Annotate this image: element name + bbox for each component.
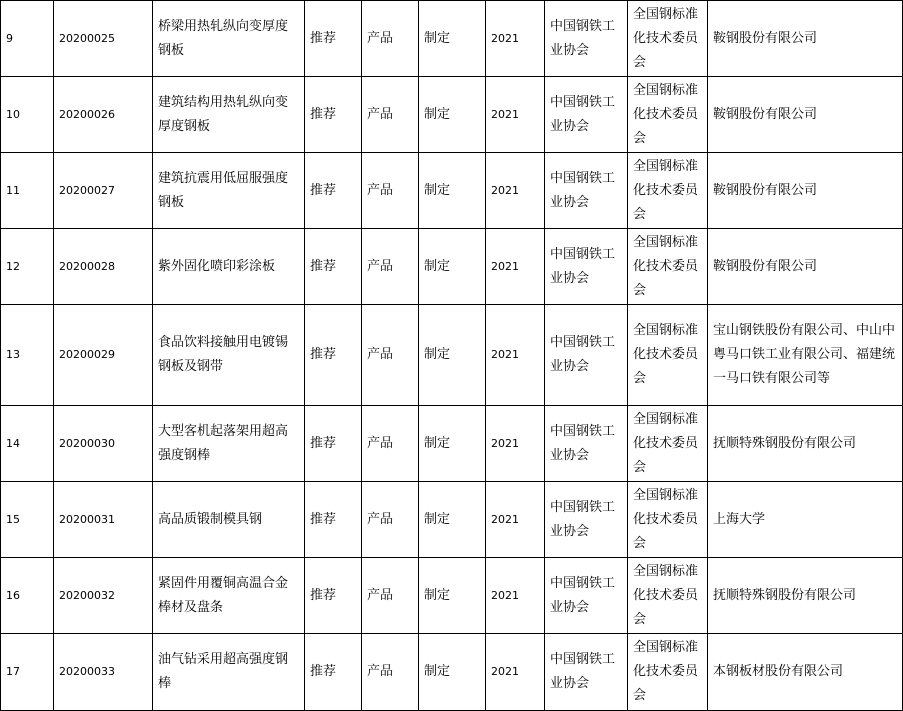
standard-nature: 推荐 — [305, 1, 362, 77]
table-row — [1, 153, 903, 229]
technical-committee: 全国钢标准化技术委员会 — [628, 482, 708, 558]
plan-code: 20200029 — [54, 305, 153, 406]
revision-type: 制定 — [419, 153, 486, 229]
drafting-units: 鞍钢股份有限公司 — [708, 229, 903, 305]
standard-nature: 推荐 — [305, 77, 362, 153]
standard-name: 建筑抗震用低屈服强度钢板 — [153, 153, 305, 229]
proposing-unit: 中国钢铁工业协会 — [545, 305, 628, 406]
row-number: 16 — [1, 558, 54, 634]
proposing-unit: 中国钢铁工业协会 — [545, 406, 628, 482]
standard-name: 大型客机起落架用超高强度钢棒 — [153, 406, 305, 482]
row-number: 13 — [1, 305, 54, 406]
revision-type: 制定 — [419, 634, 486, 711]
table-row — [1, 77, 903, 153]
proposing-unit: 中国钢铁工业协会 — [545, 634, 628, 711]
standard-name: 建筑结构用热轧纵向变厚度钢板 — [153, 77, 305, 153]
standard-nature: 推荐 — [305, 406, 362, 482]
proposing-unit: 中国钢铁工业协会 — [545, 1, 628, 77]
table-row — [1, 229, 903, 305]
completion-year: 2021 — [486, 305, 545, 406]
completion-year: 2021 — [486, 229, 545, 305]
completion-year: 2021 — [486, 406, 545, 482]
drafting-units: 上海大学 — [708, 482, 903, 558]
plan-code: 20200030 — [54, 406, 153, 482]
standard-nature: 推荐 — [305, 634, 362, 711]
row-number: 15 — [1, 482, 54, 558]
revision-type: 制定 — [419, 406, 486, 482]
revision-type: 制定 — [419, 305, 486, 406]
table-row — [1, 1, 903, 77]
revision-type: 制定 — [419, 482, 486, 558]
standard-category: 产品 — [362, 558, 419, 634]
standard-category: 产品 — [362, 1, 419, 77]
drafting-units: 抚顺特殊钢股份有限公司 — [708, 406, 903, 482]
proposing-unit: 中国钢铁工业协会 — [545, 229, 628, 305]
technical-committee: 全国钢标准化技术委员会 — [628, 634, 708, 711]
plan-code: 20200028 — [54, 229, 153, 305]
row-number: 11 — [1, 153, 54, 229]
standard-name: 紧固件用覆铜高温合金棒材及盘条 — [153, 558, 305, 634]
completion-year: 2021 — [486, 77, 545, 153]
revision-type: 制定 — [419, 77, 486, 153]
technical-committee: 全国钢标准化技术委员会 — [628, 406, 708, 482]
proposing-unit: 中国钢铁工业协会 — [545, 482, 628, 558]
standard-category: 产品 — [362, 77, 419, 153]
row-number: 14 — [1, 406, 54, 482]
table-row — [1, 406, 903, 482]
technical-committee: 全国钢标准化技术委员会 — [628, 153, 708, 229]
standard-category: 产品 — [362, 305, 419, 406]
plan-code: 20200033 — [54, 634, 153, 711]
standard-name: 油气钻采用超高强度钢棒 — [153, 634, 305, 711]
standard-category: 产品 — [362, 634, 419, 711]
technical-committee: 全国钢标准化技术委员会 — [628, 229, 708, 305]
table-row — [1, 558, 903, 634]
technical-committee: 全国钢标准化技术委员会 — [628, 558, 708, 634]
plan-code: 20200032 — [54, 558, 153, 634]
table-row — [1, 482, 903, 558]
revision-type: 制定 — [419, 558, 486, 634]
drafting-units: 本钢板材股份有限公司 — [708, 634, 903, 711]
drafting-units: 鞍钢股份有限公司 — [708, 77, 903, 153]
completion-year: 2021 — [486, 558, 545, 634]
standard-category: 产品 — [362, 482, 419, 558]
completion-year: 2021 — [486, 634, 545, 711]
completion-year: 2021 — [486, 482, 545, 558]
row-number: 17 — [1, 634, 54, 711]
proposing-unit: 中国钢铁工业协会 — [545, 153, 628, 229]
standard-nature: 推荐 — [305, 305, 362, 406]
technical-committee: 全国钢标准化技术委员会 — [628, 1, 708, 77]
proposing-unit: 中国钢铁工业协会 — [545, 77, 628, 153]
revision-type: 制定 — [419, 1, 486, 77]
plan-code: 20200031 — [54, 482, 153, 558]
plan-code: 20200027 — [54, 153, 153, 229]
standard-nature: 推荐 — [305, 153, 362, 229]
standard-name: 紫外固化喷印彩涂板 — [153, 229, 305, 305]
technical-committee: 全国钢标准化技术委员会 — [628, 305, 708, 406]
drafting-units: 宝山钢铁股份有限公司、中山中粤马口铁工业有限公司、福建统一马口铁有限公司等 — [708, 305, 903, 406]
proposing-unit: 中国钢铁工业协会 — [545, 558, 628, 634]
standard-name: 桥梁用热轧纵向变厚度钢板 — [153, 1, 305, 77]
plan-code: 20200026 — [54, 77, 153, 153]
plan-code: 20200025 — [54, 1, 153, 77]
completion-year: 2021 — [486, 153, 545, 229]
technical-committee: 全国钢标准化技术委员会 — [628, 77, 708, 153]
drafting-units: 鞍钢股份有限公司 — [708, 153, 903, 229]
table-row — [1, 305, 903, 406]
completion-year: 2021 — [486, 1, 545, 77]
row-number: 9 — [1, 1, 54, 77]
standard-nature: 推荐 — [305, 229, 362, 305]
standard-name: 高品质锻制模具钢 — [153, 482, 305, 558]
standard-nature: 推荐 — [305, 482, 362, 558]
standard-category: 产品 — [362, 229, 419, 305]
row-number: 10 — [1, 77, 54, 153]
standard-nature: 推荐 — [305, 558, 362, 634]
revision-type: 制定 — [419, 229, 486, 305]
standard-category: 产品 — [362, 406, 419, 482]
standard-category: 产品 — [362, 153, 419, 229]
row-number: 12 — [1, 229, 54, 305]
drafting-units: 鞍钢股份有限公司 — [708, 1, 903, 77]
table-row — [1, 634, 903, 711]
drafting-units: 抚顺特殊钢股份有限公司 — [708, 558, 903, 634]
standard-name: 食品饮料接触用电镀锡钢板及钢带 — [153, 305, 305, 406]
